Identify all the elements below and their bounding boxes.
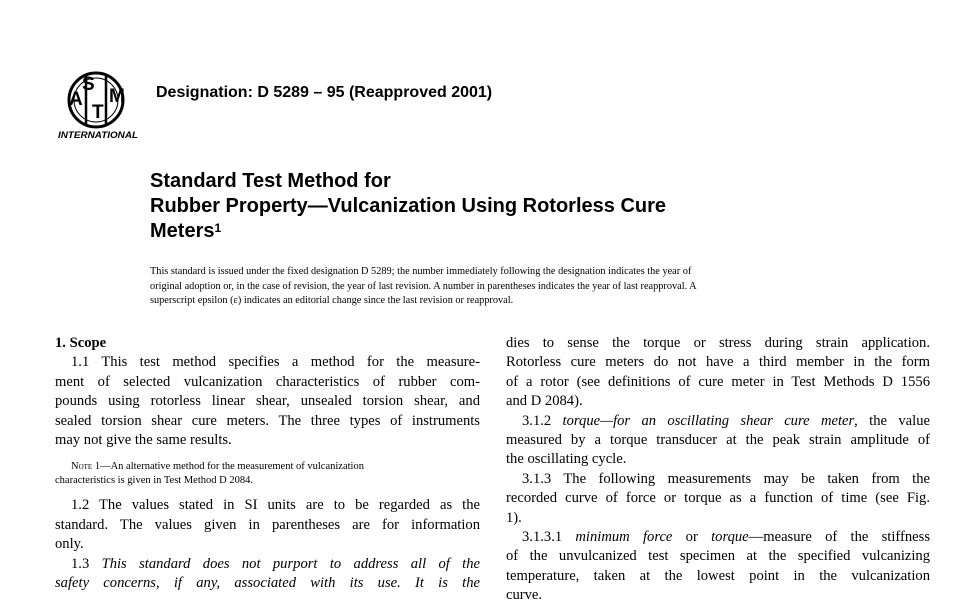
notice-line: This standard is issued under the fixed designation D 5289; the number immediately following the designation indicates the year of xyxy=(150,266,692,277)
astm-logo-icon xyxy=(56,66,142,142)
left-column xyxy=(55,334,480,593)
paragraph-1-1-line: pounds using rotorless linear shear, unsealed torsion shear, and xyxy=(55,393,480,410)
paragraph-3-1-3-1-number: 3.1.3.1 xyxy=(522,528,576,545)
continued-paragraph-line: of a rotor (see definitions of cure meter in Test Methods D 1556 xyxy=(506,373,930,390)
svg-text:S: S xyxy=(82,74,95,95)
notice-line: original adoption or, in the case of revision, the year of last revision. A number in parentheses indicates the year of last reapproval. A xyxy=(150,280,697,292)
continued-paragraph-line: dies to sense the torque or stress during strain application. xyxy=(506,335,930,351)
paragraph-3-1-2-line: the oscillating cycle. xyxy=(506,451,627,468)
paragraph-3-1-3-1-line: of the unvulcanized test specimen at the specified vulcanizing xyxy=(506,548,930,565)
paragraph-1-1-line: sealed torsion shear cure meters. The three types of instruments xyxy=(55,412,480,429)
note-1 xyxy=(55,460,480,474)
note-text: 1—An alternative method for the measurement of vulcanization xyxy=(92,461,364,473)
paragraph-3-1-3-line: 3.1.3 The following measurements may be taken from the xyxy=(522,470,930,487)
title-line-3-text: Meters xyxy=(150,220,215,242)
paragraph-1-1-line: ment of selected vulcanization characteristics of rubber com- xyxy=(55,373,480,390)
title-line-1: Standard Test Method for xyxy=(150,170,391,192)
paragraph-3-1-2-rest: , the value xyxy=(854,412,930,429)
paragraph-1-3-line-2: safety concerns, if any, associated with its use. It is the xyxy=(55,574,480,591)
notice-line: superscript epsilon (ε) indicates an editorial change since the last revision or reapproval. xyxy=(150,295,514,306)
term-minimum-force: minimum force xyxy=(575,528,673,545)
title-line-3 xyxy=(150,219,666,244)
designation: Designation: D 5289 – 95 (Reapproved 2001) xyxy=(156,84,493,101)
paragraph-3-1-3-line: recorded curve of force or torque as a function of time (see Fig. xyxy=(506,490,930,507)
document-title xyxy=(150,169,666,244)
paragraph-1-2-line: 1.2 The values stated in SI units are to be regarded as the xyxy=(71,497,480,514)
svg-text:INTERNATIONAL: INTERNATIONAL xyxy=(58,130,138,140)
paragraph-1-3-number: 1.3 xyxy=(71,555,102,572)
term-torque: torque—for an oscillating shear cure meter xyxy=(562,412,855,429)
paragraph-3-1-2-line: measured by a torque transducer at the peak strain amplitude of xyxy=(506,431,930,448)
title-footnote-mark: 1 xyxy=(214,221,222,235)
term-or: or xyxy=(672,528,712,545)
paragraph-3-1-2-line-1 xyxy=(506,412,930,431)
paragraph-3-1-3-1-line: temperature, taken at the lowest point in the vulcanization xyxy=(506,567,930,584)
paragraph-1-2-line: only. xyxy=(55,536,84,553)
note-1-line-2: characteristics is given in Test Method D 2084. xyxy=(55,475,253,487)
svg-text:A: A xyxy=(69,89,83,110)
paragraph-1-1-line: may not give the same results. xyxy=(55,431,232,448)
term-torque-2: torque xyxy=(711,528,749,545)
svg-text:T: T xyxy=(92,102,104,123)
note-label: Note xyxy=(71,461,93,473)
continued-paragraph-line: and D 2084). xyxy=(506,393,583,410)
title-line-2: Rubber Property—Vulcanization Using Rotorless Cure xyxy=(150,195,667,217)
section-heading-scope: 1. Scope xyxy=(55,335,107,351)
paragraph-1-1-line: 1.1 This test method specifies a method for the measure- xyxy=(71,354,480,371)
astm-international-logo xyxy=(56,66,142,142)
svg-text:M: M xyxy=(109,86,125,107)
standard-notice xyxy=(150,265,850,309)
paragraph-3-1-3-line: 1). xyxy=(506,509,522,526)
paragraph-3-1-3-1-rest: —measure of the stiffness xyxy=(748,528,930,545)
paragraph-1-3-line-1 xyxy=(55,555,480,574)
paragraph-3-1-3-1-line: curve. xyxy=(506,587,543,604)
right-column xyxy=(506,334,930,605)
paragraph-3-1-2-number: 3.1.2 xyxy=(522,412,563,429)
continued-paragraph-line: Rotorless cure meters do not have a third member in the form xyxy=(506,354,930,371)
paragraph-3-1-3-1-line-1 xyxy=(506,528,930,547)
paragraph-1-2-line: standard. The values given in parentheses are for information xyxy=(55,516,480,533)
paragraph-1-3-text: This standard does not purport to address all of the xyxy=(101,555,481,572)
